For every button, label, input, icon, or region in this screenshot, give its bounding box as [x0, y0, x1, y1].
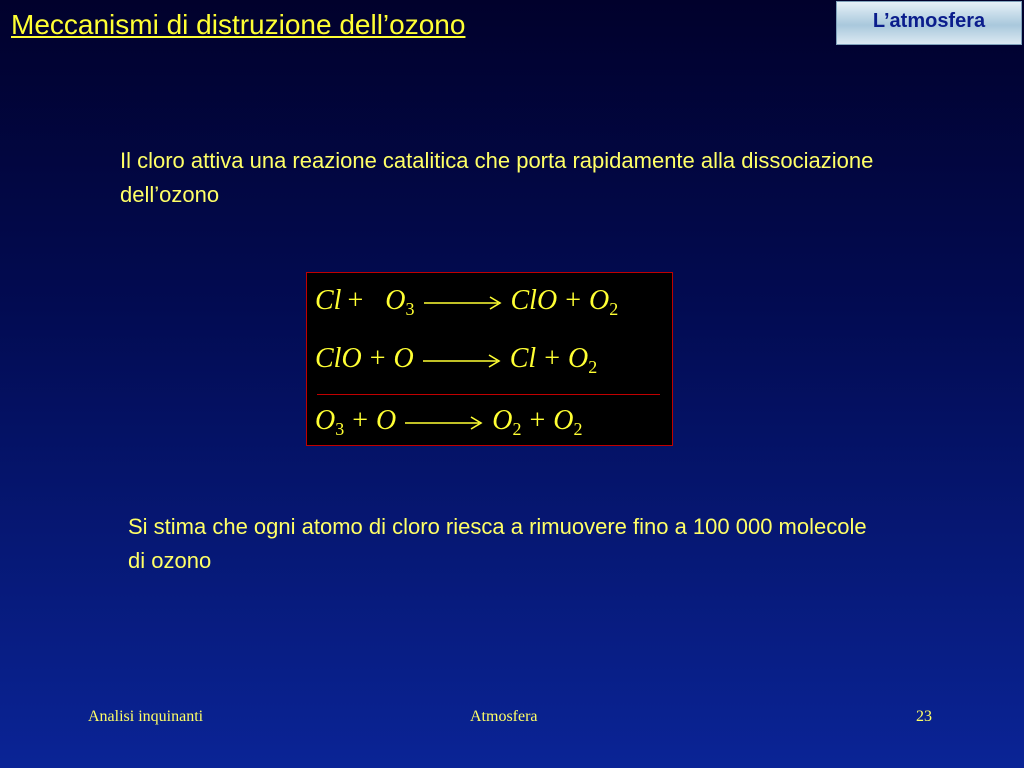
page-number: 23 [916, 708, 932, 725]
reaction-arrow-icon [422, 293, 504, 313]
eq3-term-3-sub: 2 [512, 419, 522, 439]
intro-paragraph: Il cloro attiva una reazione catalitica che porta rapidamente alla dissociazione dell’ozono [120, 148, 874, 207]
eq3-term-3: O [492, 405, 513, 436]
eq1-term-2-sub: 3 [405, 299, 415, 319]
eq1-term-4-sub: 2 [609, 299, 619, 319]
eq2-term-1: ClO [315, 343, 362, 374]
section-tag-label: L’atmosfera [872, 10, 986, 32]
eq1-plus-1: + [347, 285, 364, 316]
eq1-plus-2: + [565, 285, 581, 316]
eq3-term-4: O [553, 405, 574, 436]
eq1-term-4: O [588, 285, 610, 316]
eq3-plus-1: + [352, 405, 369, 436]
slide-title: Meccanismi di distruzione dell’ozono [11, 9, 466, 40]
equation-2 [315, 343, 597, 378]
eq3-term-1: O [315, 405, 336, 436]
equation-separator [317, 394, 660, 395]
reaction-box [306, 272, 673, 446]
eq3-term-4-sub: 2 [573, 419, 583, 439]
eq3-term-2: O [376, 405, 397, 436]
eq3-term-1-sub: 3 [335, 419, 345, 439]
reaction-arrow-icon [403, 413, 485, 433]
equation-3 [315, 405, 583, 440]
eq2-plus-1: + [369, 343, 386, 374]
estimate-paragraph: Si stima che ogni atomo di cloro riesca a rimuovere fino a 100 000 molecole di ozono [128, 514, 867, 573]
eq3-plus-2: + [529, 405, 546, 436]
eq2-term-4: O [567, 343, 589, 374]
eq1-term-3: ClO [510, 285, 558, 316]
eq2-term-3: Cl [509, 343, 537, 374]
eq2-term-4-sub: 2 [588, 357, 598, 377]
equation-1 [315, 285, 618, 320]
footer-left: Analisi inquinanti [88, 708, 204, 725]
eq1-term-1: Cl [315, 285, 342, 316]
eq2-term-2: O [393, 343, 414, 374]
eq2-plus-2: + [544, 343, 560, 374]
section-tag [836, 1, 1022, 45]
eq1-term-2: O [385, 285, 406, 316]
footer-center: Atmosfera [470, 708, 538, 725]
reaction-arrow-icon [421, 351, 503, 371]
